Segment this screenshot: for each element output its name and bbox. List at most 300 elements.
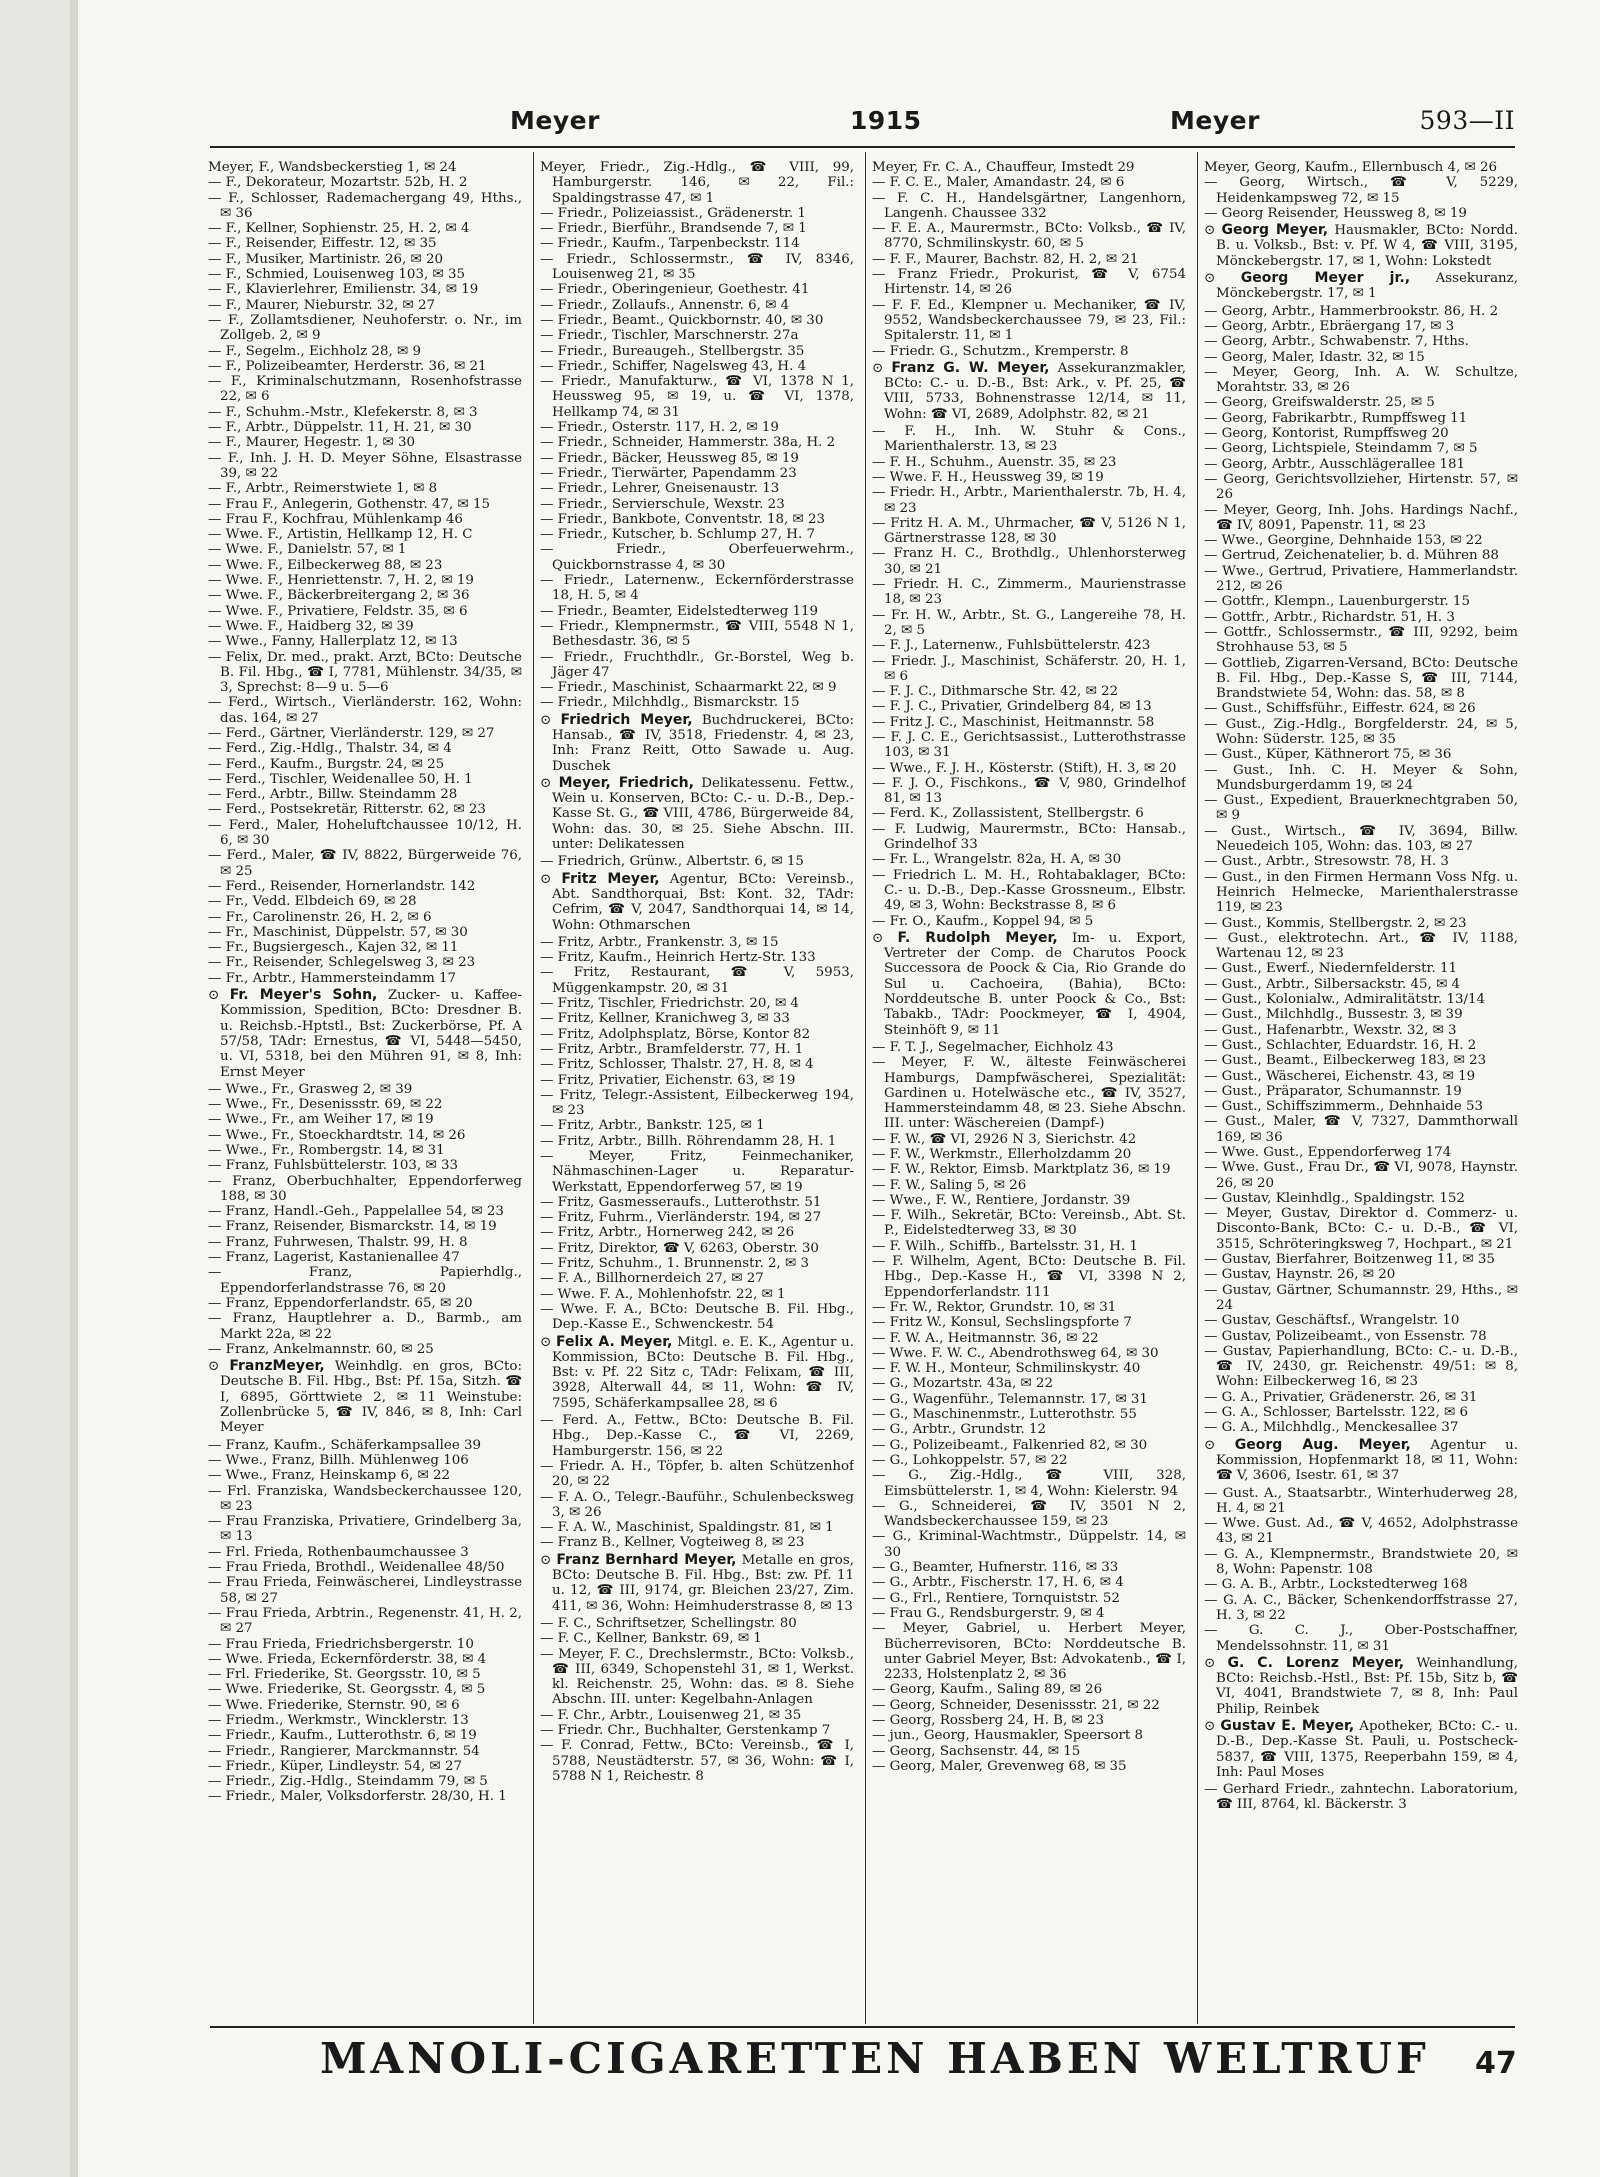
directory-entry: — Ferd. K., Zollassistent, Stellbergstr. 6 bbox=[872, 806, 1144, 822]
directory-entry: — Wwe., F. J. H., Kösterstr. (Stift), H. 3, ✉ 20 bbox=[872, 760, 1177, 776]
directory-entry: — G. A., Privatier, Grädenerstr. 26, ✉ 31 bbox=[1204, 1389, 1478, 1405]
firm-name: Georg Aug. Meyer, bbox=[1234, 1436, 1411, 1453]
directory-entry: — Franz B., Kellner, Vogteiweg 8, ✉ 23 bbox=[540, 1535, 805, 1551]
directory-entry: — Gustav, Haynstr. 26, ✉ 20 bbox=[1204, 1267, 1396, 1283]
directory-entry: — Felix, Dr. med., prakt. Arzt, BCto: Deutsche B. Fil. Hbg., ☎ I, 7781, Mühlenstr. 34/35, ✉ 3, Sprechst: 8—9 u. 5—6 bbox=[208, 649, 522, 696]
directory-entry: — F. A. W., Maschinist, Spaldingstr. 81, ✉ 1 bbox=[540, 1520, 834, 1536]
directory-entry: — Frau F., Anlegerin, Gothenstr. 47, ✉ 15 bbox=[208, 496, 491, 512]
directory-entry: — Wwe., Franz, Heinskamp 6, ✉ 22 bbox=[208, 1468, 450, 1484]
directory-entry: — Wwe. Gust., Frau Dr., ☎ VI, 9078, Haynstr. 26, ✉ 20 bbox=[1204, 1160, 1518, 1191]
firm-entry bbox=[540, 713, 854, 774]
page-edge-shadow bbox=[70, 0, 78, 2177]
directory-entry: — Georg, Sachsenstr. 44, ✉ 15 bbox=[872, 1743, 1081, 1759]
firm-details: Mitgl. e. E. K., Agentur u. Kommission, BCto: Deutsche B. Fil. Hbg., Bst: v. Pf. 22 Sitz c, TAdr: Felixam, ☎ III, 3928, Alterwall 44, ✉ 11, Wohn: ☎ IV, 7595, Schäferkampsallee 28, ✉ 6 bbox=[552, 1334, 854, 1411]
directory-entry: — F., Schuhm.-Mstr., Klefekerstr. 8, ✉ 3 bbox=[208, 404, 478, 420]
header-page-ref: 593—II bbox=[1419, 106, 1515, 135]
directory-entry: — Wwe., Gertrud, Privatiere, Hammerlandstr. 212, ✉ 26 bbox=[1204, 563, 1518, 595]
firm-marker-icon: ⊙ bbox=[1204, 1718, 1221, 1734]
firm-entry bbox=[540, 1553, 854, 1614]
directory-entry: — Wwe., Fr., Stoeckhardtstr. 14, ✉ 26 bbox=[208, 1127, 466, 1143]
directory-entry: — Friedr., Zollaufs., Annenstr. 6, ✉ 4 bbox=[540, 297, 790, 313]
directory-entry: — F., Dekorateur, Mozartstr. 52b, H. 2 bbox=[208, 175, 468, 191]
firm-details: Agentur, BCto: Vereinsb., Abt. Sandthorquai, Bst: Kont. 32, TAdr: Cefrim, ☎ V, 2047, Sandthorquai 14, ✉ 14, Wohn: Othmarschen bbox=[552, 871, 854, 933]
firm-name: FranzMeyer, bbox=[229, 1358, 325, 1375]
firm-name: Franz Bernhard Meyer, bbox=[556, 1551, 737, 1568]
firm-details: Weinhandlung, BCto: Reichsb.-Hstl., Bst: Pf. 15b, Sitz b, ☎ VI, 4041, Brandstwiete 7, ✉ 8, Inh: Paul Philip, Reinbek bbox=[1216, 1655, 1518, 1717]
directory-entry: — Friedr. J., Maschinist, Schäferstr. 20, H. 1, ✉ 6 bbox=[872, 653, 1186, 684]
directory-entry: — Franz, Eppendorferlandstr. 65, ✉ 20 bbox=[208, 1295, 473, 1311]
directory-entry: — F. J. C., Dithmarsche Str. 42, ✉ 22 bbox=[872, 684, 1119, 700]
directory-entry: — Wwe. F., Henriettenstr. 7, H. 2, ✉ 19 bbox=[208, 573, 474, 589]
directory-entry: — Fritz, Privatier, Eichenstr. 63, ✉ 19 bbox=[540, 1072, 796, 1088]
directory-entry: — Fritz J. C., Maschinist, Heitmannstr. 58 bbox=[872, 714, 1155, 730]
directory-entry: — Fr. W., Rektor, Grundstr. 10, ✉ 31 bbox=[872, 1299, 1117, 1315]
directory-entry: — Friedr., Zig.-Hdlg., Steindamm 79, ✉ 5 bbox=[208, 1774, 488, 1790]
column-4 bbox=[1204, 160, 1518, 2022]
directory-entry: — Ferd., Zig.-Hdlg., Thalstr. 34, ✉ 4 bbox=[208, 741, 452, 757]
directory-entry: — Fritz, Fuhrm., Vierländerstr. 194, ✉ 27 bbox=[540, 1210, 822, 1226]
directory-entry: — Gustav, Geschäftsf., Wrangelstr. 10 bbox=[1204, 1313, 1460, 1329]
directory-entry: — Frl. Frieda, Rothenbaumchaussee 3 bbox=[208, 1544, 469, 1560]
firm-entry bbox=[872, 931, 1186, 1038]
directory-entry: — Ferd., Maler, ☎ IV, 8822, Bürgerweide 76, ✉ 25 bbox=[208, 848, 522, 879]
directory-entry: — Franz, Papierhdlg., Eppendorferlandstrasse 76, ✉ 20 bbox=[208, 1265, 522, 1296]
firm-name: Georg Meyer, bbox=[1221, 222, 1329, 239]
directory-entry: — F. J., Laternenw., Fuhlsbüttelerstr. 423 bbox=[872, 638, 1151, 654]
directory-entry: — Friedr., Oberingenieur, Goethestr. 41 bbox=[540, 282, 810, 298]
directory-entry: — Gust., Milchhdlg., Bussestr. 3, ✉ 39 bbox=[1204, 1007, 1463, 1023]
directory-entry: — Gust., Kolonialw., Admiralitätstr. 13/14 bbox=[1204, 992, 1486, 1008]
directory-entry: — Frau Frieda, Arbtrin., Regenenstr. 41, H. 2, ✉ 27 bbox=[208, 1605, 522, 1637]
directory-entry: — Meyer, Fritz, Feinmechaniker, Nähmaschinen-Lager u. Reparatur-Werkstatt, Eppendorferweg 57, ✉ 19 bbox=[540, 1149, 854, 1195]
directory-entry: — G. A. C., Bäcker, Schenkendorffstrasse 27, H. 3, ✉ 22 bbox=[1204, 1592, 1518, 1623]
directory-entry: — Georg Reisender, Heussweg 8, ✉ 19 bbox=[1204, 205, 1467, 221]
directory-entry: — G., Frl., Rentiere, Tornquiststr. 52 bbox=[872, 1590, 1120, 1606]
directory-entry: — Gust., Schlachter, Eduardstr. 16, H. 2 bbox=[1204, 1037, 1477, 1053]
directory-entry: — Fritz, Arbtr., Frankenstr. 3, ✉ 15 bbox=[540, 934, 779, 950]
directory-entry: — Ferd., Maler, Hoheluftchaussee 10/12, H. 6, ✉ 30 bbox=[208, 817, 522, 849]
column-separator bbox=[865, 152, 866, 2024]
header-left-name: Meyer bbox=[510, 106, 600, 135]
directory-entry: — Gust., Inh. C. H. Meyer & Sohn, Mundsburgerdamm 19, ✉ 24 bbox=[1204, 762, 1518, 793]
directory-entry: — Fritz, Direktor, ☎ V, 6263, Oberstr. 30 bbox=[540, 1240, 819, 1256]
directory-entry: — G. A. B., Arbtr., Lockstedterweg 168 bbox=[1204, 1577, 1468, 1593]
header-year: 1915 bbox=[850, 106, 922, 135]
directory-entry: — Frau Franziska, Privatiere, Grindelberg 3a, ✉ 13 bbox=[208, 1514, 522, 1545]
directory-entry: — Franz, Fuhlsbüttelerstr. 103, ✉ 33 bbox=[208, 1158, 458, 1174]
firm-marker-icon: ⊙ bbox=[1204, 271, 1241, 287]
directory-entry: — G., Mozartstr. 43a, ✉ 22 bbox=[872, 1376, 1053, 1392]
firm-name: Fr. Meyer's Sohn, bbox=[229, 987, 378, 1004]
directory-entry: — Friedr. Chr., Buchhalter, Gerstenkamp 7 bbox=[540, 1722, 831, 1738]
directory-entry: — Frl. Friederike, St. Georgsstr. 10, ✉ 5 bbox=[208, 1667, 481, 1683]
directory-entry: — Wwe. Frieda, Eckernförderstr. 38, ✉ 4 bbox=[208, 1651, 487, 1667]
directory-entry: — F. J. O., Fischkons., ☎ V, 980, Grindelhof 81, ✉ 13 bbox=[872, 775, 1186, 807]
directory-entry: — Friedr., Schlossermstr., ☎ IV, 8346, Louisenweg 21, ✉ 35 bbox=[540, 251, 854, 283]
directory-entry: — G., Wagenführ., Telemannstr. 17, ✉ 31 bbox=[872, 1391, 1148, 1407]
directory-entry: — Meyer, F. C., Drechslermstr., BCto: Volksb., ☎ III, 6349, Schopenstehl 31, ✉ 1, Werkst. kl. Reichenstr. 25, Wohn: das. ✉ 8. Siehe Abschn. III. unter: Kegelbahn-Anlagen bbox=[540, 1646, 854, 1708]
directory-entry: — G. C. J., Ober-Postschaffner, Mendelssohnstr. 11, ✉ 31 bbox=[1204, 1623, 1518, 1654]
directory-entry: — F. W., Werkmstr., Ellerholzdamm 20 bbox=[872, 1147, 1132, 1162]
directory-entry: — Franz H. C., Brothdlg., Uhlenhorsterweg 30, ✉ 21 bbox=[872, 546, 1186, 577]
column-2 bbox=[540, 160, 854, 2022]
directory-entry: — Friedr., Polizeiassist., Grädenerstr. 1 bbox=[540, 205, 806, 221]
directory-entry: — Gustav, Gärtner, Schumannstr. 29, Hths., ✉ 24 bbox=[1204, 1282, 1518, 1313]
firm-entry bbox=[540, 872, 854, 933]
directory-entry: — Friedr., Servierschule, Wexstr. 23 bbox=[540, 496, 785, 512]
directory-entry: — Franz, Reisender, Bismarckstr. 14, ✉ 19 bbox=[208, 1219, 497, 1235]
directory-entry: — Gust., elektrotechn. Art., ☎ IV, 1188, Wartenau 12, ✉ 23 bbox=[1204, 930, 1518, 962]
directory-entry: — G. A., Klempnermstr., Brandstwiete 20, ✉ 8, Wohn: Papenstr. 108 bbox=[1204, 1546, 1518, 1578]
directory-entry: — Friedr., Lehrer, Gneisenaustr. 13 bbox=[540, 481, 780, 497]
directory-entry: — F. C., Schriftsetzer, Schellingstr. 80 bbox=[540, 1615, 797, 1631]
directory-entry: — Meyer, Georg, Inh. A. W. Schultze, Morahtstr. 33, ✉ 26 bbox=[1204, 364, 1518, 396]
directory-entry: — F. C., Kellner, Bankstr. 69, ✉ 1 bbox=[540, 1631, 762, 1647]
directory-entry: — Franz, Fuhrwesen, Thalstr. 99, H. 8 bbox=[208, 1234, 468, 1250]
directory-entry: — Gustav, Bierfahrer, Boitzenweg 11, ✉ 35 bbox=[1204, 1252, 1495, 1268]
directory-entry: — Friedr., Schneider, Hammerstr. 38a, H. 2 bbox=[540, 435, 836, 451]
directory-entry: — Wwe. F., Danielstr. 57, ✉ 1 bbox=[208, 542, 407, 558]
firm-details: Zucker- u. Kaffee-Kommission, Spedition, BCto: Dresdner B. u. Reichsb.-Hptstl., Bst: Zuckerbörse, Pf. A 57/58, TAdr: Ernestus, ☎ VI, 5448—5450, u. VI, 5318, bei den Mühren 91, ✉ 8, Inh: Ernst Meyer bbox=[220, 988, 522, 1080]
directory-entry: Meyer, Friedr., Zig.-Hdlg., ☎ VIII, 99, Hamburgerstr. 146, ✉ 22, Fil.: Spaldingstrasse 47, ✉ 1 bbox=[540, 160, 854, 206]
directory-entry: — Friedr., Beamt., Quickbornstr. 40, ✉ 30 bbox=[540, 312, 824, 328]
directory-entry: Meyer, Fr. C. A., Chauffeur, Imstedt 29 bbox=[872, 160, 1135, 175]
directory-entry: — F. C. E., Maler, Amandastr. 24, ✉ 6 bbox=[872, 175, 1125, 191]
firm-marker-icon: ⊙ bbox=[872, 360, 892, 376]
directory-entry: — Fritz, Arbtr., Bankstr. 125, ✉ 1 bbox=[540, 1118, 765, 1134]
directory-entry: — Friedr., Oberfeuerwehrm., Quickbornstrasse 4, ✉ 30 bbox=[540, 542, 854, 573]
directory-entry: — Georg, Arbtr., Ausschlägerallee 181 bbox=[1204, 456, 1466, 472]
directory-entry: — F., Kriminalschutzmann, Rosenhofstrasse 22, ✉ 6 bbox=[208, 374, 522, 405]
directory-entry: — Wwe., F. W., Rentiere, Jordanstr. 39 bbox=[872, 1192, 1131, 1208]
directory-entry: — Gertrud, Zeichenatelier, b. d. Mühren 88 bbox=[1204, 548, 1499, 564]
directory-entry: — Friedr. H. C., Zimmerm., Maurienstrasse 18, ✉ 23 bbox=[872, 577, 1186, 608]
firm-marker-icon: ⊙ bbox=[208, 1359, 230, 1375]
directory-entry: — Wwe. F. H., Heussweg 39, ✉ 19 bbox=[872, 469, 1104, 485]
column-1 bbox=[208, 160, 522, 2022]
directory-entry: — Friedr., Bäcker, Heussweg 85, ✉ 19 bbox=[540, 450, 799, 466]
directory-entry: — Gust., Präparator, Schumannstr. 19 bbox=[1204, 1083, 1462, 1099]
directory-entry: — F. H., Inh. W. Stuhr & Cons., Marienthalerstr. 13, ✉ 23 bbox=[872, 424, 1186, 455]
directory-entry: — Wwe., Fr., Rombergstr. 14, ✉ 31 bbox=[208, 1143, 445, 1158]
directory-entry: — Friedr., Fruchthdlr., Gr.-Borstel, Weg b. Jäger 47 bbox=[540, 649, 854, 680]
directory-entry: — Ferd., Reisender, Hornerlandstr. 142 bbox=[208, 878, 476, 894]
directory-entry: — Wwe. F. A., Mohlenhofstr. 22, ✉ 1 bbox=[540, 1286, 786, 1302]
directory-entry: — F., Maurer, Nieburstr. 32, ✉ 27 bbox=[208, 297, 435, 313]
directory-entry: — Georg, Arbtr., Schwabenstr. 7, Hths. bbox=[1204, 334, 1469, 350]
directory-entry: — Gust., Wäscherei, Eichenstr. 43, ✉ 19 bbox=[1204, 1068, 1476, 1084]
directory-entry: — Fritz, Schlosser, Thalstr. 27, H. 8, ✉ 4 bbox=[540, 1057, 814, 1073]
directory-entry: — Fritz, Tischler, Friedrichstr. 20, ✉ 4 bbox=[540, 996, 799, 1012]
firm-marker-icon: ⊙ bbox=[540, 1334, 556, 1350]
directory-entry: — F., Klavierlehrer, Emilienstr. 34, ✉ 19 bbox=[208, 282, 479, 298]
directory-entry: — Gust. A., Staatsarbtr., Winterhuderweg 28, H. 4, ✉ 21 bbox=[1204, 1485, 1518, 1516]
directory-entry: — Gerhard Friedr., zahntechn. Laboratorium, ☎ III, 8764, kl. Bäckerstr. 3 bbox=[1204, 1782, 1518, 1813]
directory-entry: — F. T. J., Segelmacher, Eichholz 43 bbox=[872, 1039, 1114, 1055]
directory-entry: — Gottfr., Klempn., Lauenburgerstr. 15 bbox=[1204, 594, 1470, 610]
directory-entry: — F. Ludwig, Maurermstr., BCto: Hansab., Grindelhof 33 bbox=[872, 821, 1186, 853]
firm-marker-icon: ⊙ bbox=[208, 988, 230, 1004]
directory-entry: — Wwe., Fr., Desenissstr. 69, ✉ 22 bbox=[208, 1097, 443, 1113]
firm-marker-icon: ⊙ bbox=[1204, 1655, 1228, 1671]
firm-entry bbox=[1204, 271, 1518, 302]
directory-entry: — Frl. Franziska, Wandsbeckerchaussee 120, ✉ 23 bbox=[208, 1483, 522, 1514]
firm-name: Fritz Meyer, bbox=[561, 870, 660, 887]
directory-entry: — Gustav, Polizeibeamt., von Essenstr. 78 bbox=[1204, 1328, 1487, 1344]
directory-entry: — Gust., Ewerf., Niedernfelderstr. 11 bbox=[1204, 961, 1458, 977]
directory-entry: — Fritz, Arbtr., Billh. Röhrendamm 28, H. 1 bbox=[540, 1133, 837, 1149]
firm-details: Im- u. Export, Vertreter der Comp. de Charutos Poock Successora de Poock & Cia, Rio Grande do Sul u. Cachoeira, (Bahia), BCto: Norddeutsche B. unter Poock & Co., Bst: Tabakb., TAdr: Poockmeyer, ☎ I, 4904, Steinhöft 9, ✉ 11 bbox=[884, 930, 1186, 1038]
directory-entry: — Gust., Arbtr., Stresowstr. 78, H. 3 bbox=[1204, 854, 1449, 870]
directory-entry: — Ferd., Postsekretär, Ritterstr. 62, ✉ 23 bbox=[208, 802, 486, 818]
firm-marker-icon: ⊙ bbox=[872, 930, 898, 946]
directory-entry: — Franz Friedr., Prokurist, ☎ V, 6754 Hirtenstr. 14, ✉ 26 bbox=[872, 267, 1186, 298]
directory-entry: — Gottfr., Schlossermstr., ☎ III, 9292, beim Strohhause 53, ✉ 5 bbox=[1204, 624, 1518, 656]
directory-entry: — Wwe. Gust. Ad., ☎ V, 4652, Adolphstrasse 43, ✉ 21 bbox=[1204, 1516, 1518, 1547]
directory-entry: — Fr., Carolinenstr. 26, H. 2, ✉ 6 bbox=[208, 909, 432, 925]
directory-entry: — Friedrich, Grünw., Albertstr. 6, ✉ 15 bbox=[540, 854, 804, 870]
directory-entry: — Ferd., Wirtsch., Vierländerstr. 162, Wohn: das. 164, ✉ 27 bbox=[208, 695, 522, 726]
page-header bbox=[210, 100, 1515, 140]
directory-entry: — Fritz, Schuhm., 1. Brunnenstr. 2, ✉ 3 bbox=[540, 1256, 810, 1272]
directory-entry: — Franz, Oberbuchhalter, Eppendorferweg 188, ✉ 30 bbox=[208, 1173, 522, 1204]
page-number: 47 bbox=[1475, 2046, 1517, 2081]
firm-entry bbox=[540, 776, 854, 852]
directory-entry: — F. Chr., Arbtr., Louisenweg 21, ✉ 35 bbox=[540, 1707, 802, 1723]
directory-entry: — Gust., Schiffszimmerm., Dehnhaide 53 bbox=[1204, 1099, 1484, 1115]
directory-entry: — Ferd., Arbtr., Billw. Steindamm 28 bbox=[208, 787, 458, 803]
directory-entry: — Gust., Schiffsführ., Eiffestr. 624, ✉ 26 bbox=[1204, 701, 1476, 717]
directory-entry: — Georg, Kaufm., Saling 89, ✉ 26 bbox=[872, 1682, 1103, 1698]
directory-entry: — F. Wilh., Sekretär, BCto: Vereinsb., Abt. St. P., Eidelstedterweg 33, ✉ 30 bbox=[872, 1208, 1186, 1239]
directory-entry: — Frau F., Kochfrau, Mühlenkamp 46 bbox=[208, 511, 463, 527]
directory-entry: — F. W., ☎ VI, 2926 N 3, Sierichstr. 42 bbox=[872, 1131, 1137, 1147]
directory-entry: — Franz, Kaufm., Schäferkampsallee 39 bbox=[208, 1437, 482, 1453]
directory-entry: — Friedr., Küper, Lindleystr. 54, ✉ 27 bbox=[208, 1758, 462, 1774]
firm-name: Franz G. W. Meyer, bbox=[891, 359, 1050, 376]
directory-entry: — Friedr. A. H., Töpfer, b. alten Schützenhof 20, ✉ 22 bbox=[540, 1458, 854, 1490]
directory-entry: — G., Polizeibeamt., Falkenried 82, ✉ 30 bbox=[872, 1437, 1148, 1453]
directory-entry: — F., Musiker, Martinistr. 26, ✉ 20 bbox=[208, 251, 444, 267]
directory-entry: — Gustav, Kleinhdlg., Spaldingstr. 152 bbox=[1204, 1190, 1465, 1206]
directory-entry: — Georg, Arbtr., Hammerbrookstr. 86, H. 2 bbox=[1204, 303, 1499, 319]
directory-entry: — F. W. A., Heitmannstr. 36, ✉ 22 bbox=[872, 1330, 1099, 1346]
directory-entry: — Franz, Handl.-Geh., Pappelallee 54, ✉ 23 bbox=[208, 1204, 504, 1220]
directory-entry: — Friedr., Milchhdlg., Bismarckstr. 15 bbox=[540, 695, 800, 711]
directory-entry: — Georg, Maler, Grevenweg 68, ✉ 35 bbox=[872, 1758, 1127, 1774]
directory-entry: — Frau Frieda, Feinwäscherei, Lindleystrasse 58, ✉ 27 bbox=[208, 1575, 522, 1606]
directory-entry: — Wwe. Friederike, Sternstr. 90, ✉ 6 bbox=[208, 1697, 460, 1713]
directory-entry: — Gust., Küper, Käthnerort 75, ✉ 36 bbox=[1204, 747, 1452, 763]
directory-entry: — F. W., Rektor, Eimsb. Marktplatz 36, ✉ 19 bbox=[872, 1162, 1171, 1178]
directory-entry: — Gust., Hafenarbtr., Wexstr. 32, ✉ 3 bbox=[1204, 1022, 1457, 1038]
directory-entry: — Friedr., Tierwärter, Papendamm 23 bbox=[540, 465, 797, 481]
directory-entry: — Wwe., Fr., am Weiher 17, ✉ 19 bbox=[208, 1112, 434, 1128]
directory-entry: — Friedr., Beamter, Eidelstedterweg 119 bbox=[540, 603, 819, 619]
directory-entry: — Friedr., Manufakturw., ☎ VI, 1378 N 1, Heussweg 95, ✉ 19, u. ☎ VI, 1378, Hellkamp 74, ✉ 31 bbox=[540, 374, 854, 420]
directory-entry: — Georg, Greifswalderstr. 25, ✉ 5 bbox=[1204, 395, 1435, 411]
directory-entry: — F. J. C., Privatier, Grindelberg 84, ✉ 13 bbox=[872, 699, 1152, 715]
firm-name: Georg Meyer jr., bbox=[1240, 270, 1411, 287]
directory-entry: — Gottlieb, Zigarren-Versand, BCto: Deutsche B. Fil. Hbg., Dep.-Kasse S, ☎ III, 7144, Brandstwiete 54, Wohn: das. 58, ✉ 8 bbox=[1204, 655, 1518, 702]
directory-entry: — Friedr., Tischler, Marschnerstr. 27a bbox=[540, 328, 799, 344]
firm-name: Felix A. Meyer, bbox=[555, 1333, 673, 1350]
directory-entry: — Georg, Fabrikarbtr., Rumpffsweg 11 bbox=[1204, 410, 1468, 426]
firm-entry bbox=[208, 1359, 522, 1435]
directory-entry: — G., Arbtr., Grundstr. 12 bbox=[872, 1422, 1047, 1438]
directory-entry: — Friedrich L. M. H., Rohtabaklager, BCto: C.- u. D.-B., Dep.-Kasse Grossneum., Elbstr. 49, ✉ 3, Wohn: Beckstrasse 8, ✉ 6 bbox=[872, 867, 1186, 914]
directory-entry: — F. A., Billhornerdeich 27, ✉ 27 bbox=[540, 1271, 764, 1287]
directory-entry: — F. W. H., Monteur, Schmilinskystr. 40 bbox=[872, 1361, 1141, 1377]
directory-entry: — jun., Georg, Hausmakler, Speersort 8 bbox=[872, 1728, 1144, 1744]
directory-entry: — G., Arbtr., Fischerstr. 17, H. 6, ✉ 4 bbox=[872, 1575, 1124, 1591]
directory-entry: — Fr., Arbtr., Hammersteindamm 17 bbox=[208, 970, 457, 986]
directory-entry: — Friedr., Rangierer, Marckmannstr. 54 bbox=[208, 1743, 480, 1759]
directory-entry: — F., Inh. J. H. D. Meyer Söhne, Elsastrasse 39, ✉ 22 bbox=[208, 450, 522, 481]
directory-entry: — Fr., Bugsiergesch., Kajen 32, ✉ 11 bbox=[208, 940, 459, 956]
firm-entry bbox=[1204, 1719, 1518, 1780]
firm-marker-icon: ⊙ bbox=[1204, 223, 1222, 239]
directory-entry: — Meyer, Gustav, Direktor d. Commerz- u. Disconto-Bank, BCto: C.- u. D.-B., ☎ VI, 3515, Schröteringksweg 7, Hochpart., ✉ 21 bbox=[1204, 1206, 1518, 1252]
directory-entry: — Georg, Maler, Idastr. 32, ✉ 15 bbox=[1204, 349, 1425, 365]
directory-entry: — Fritz W., Konsul, Sechslingspforte 7 bbox=[872, 1315, 1132, 1331]
directory-entry: — Friedr., Bankbote, Conventstr. 18, ✉ 23 bbox=[540, 511, 826, 527]
directory-entry: — Fr., Vedd. Elbdeich 69, ✉ 28 bbox=[208, 894, 417, 910]
directory-entry: — Georg, Kontorist, Rumpffsweg 20 bbox=[1204, 426, 1449, 442]
directory-entry: — Friedr., Laternenw., Eckernförderstrasse 18, H. 5, ✉ 4 bbox=[540, 573, 854, 604]
directory-entry: — Fritz, Kaufm., Heinrich Hertz-Str. 133 bbox=[540, 950, 816, 966]
directory-entry: — Friedr., Kutscher, b. Schlump 27, H. 7 bbox=[540, 527, 815, 543]
directory-entry: — F., Schlosser, Rademachergang 49, Hths., ✉ 36 bbox=[208, 190, 522, 221]
firm-details: Weinhdlg. en gros, BCto: Deutsche B. Fil. Hbg., Bst: Pf. 15a, Sitzh. ☎ I, 6895, Görttwiete 2, ✉ 11 Weinstube: Zollenbrücke 5, ☎ IV, 846, ✉ 8, Inh: Carl Meyer bbox=[220, 1359, 522, 1436]
directory-entry: — Georg, Lichtspiele, Steindamm 7, ✉ 5 bbox=[1204, 441, 1478, 457]
directory-entry: — Meyer, Georg, Inh. Johs. Hardings Nachf., ☎ IV, 8091, Papenstr. 11, ✉ 23 bbox=[1204, 502, 1518, 533]
directory-entry: — Gust., Expedient, Brauerknechtgraben 50, ✉ 9 bbox=[1204, 793, 1518, 824]
directory-entry: — F., Polizeibeamter, Herderstr. 36, ✉ 21 bbox=[208, 358, 487, 374]
directory-entry: — Wwe., Franz, Billh. Mühlenweg 106 bbox=[208, 1452, 469, 1468]
directory-entry: — F. W., Saling 5, ✉ 26 bbox=[872, 1177, 1027, 1193]
directory-entry: — Friedr. H., Arbtr., Marienthalerstr. 7b, H. 4, ✉ 23 bbox=[872, 485, 1186, 516]
directory-entry: — F. C. H., Handelsgärtner, Langenhorn, Langenh. Chaussee 332 bbox=[872, 190, 1186, 221]
directory-entry: — Gottfr., Arbtr., Richardstr. 51, H. 3 bbox=[1204, 609, 1455, 625]
directory-entry: — F., Zollamtsdiener, Neuhoferstr. o. Nr., im Zollgeb. 2, ✉ 9 bbox=[208, 312, 522, 344]
directory-entry: — F., Schmied, Louisenweg 103, ✉ 35 bbox=[208, 267, 465, 283]
directory-entry: — Friedr., Maschinist, Schaarmarkt 22, ✉ 9 bbox=[540, 680, 837, 696]
firm-details: Metalle en gros, BCto: Deutsche B. Fil. Hbg., Bst: zw. Pf. 11 u. 12, ☎ III, 9174, gr. Bleichen 23/27, Zim. 411, ✉ 36, Wohn: Heimhuderstrasse 8, ✉ 13 bbox=[552, 1552, 854, 1614]
directory-entry: — Gust., in den Firmen Hermann Voss Nfg. u. Heinrich Helmecke, Marienthalerstrasse 119, ✉ 23 bbox=[1204, 869, 1518, 916]
directory-entry: — Fritz, Arbtr., Hornerweg 242, ✉ 26 bbox=[540, 1225, 795, 1241]
firm-entry bbox=[1204, 1656, 1518, 1717]
firm-marker-icon: ⊙ bbox=[1204, 1437, 1235, 1453]
directory-entry: — Friedr., Maler, Volksdorferstr. 28/30, H. 1 bbox=[208, 1789, 507, 1805]
directory-entry: — G., Lohkoppelstr. 57, ✉ 22 bbox=[872, 1452, 1068, 1468]
firm-entry bbox=[208, 988, 522, 1080]
directory-entry: — Fr., Maschinist, Düppelstr. 57, ✉ 30 bbox=[208, 924, 468, 940]
firm-name: Gustav E. Meyer, bbox=[1220, 1717, 1355, 1734]
directory-entry: — Georg, Wirtsch., ☎ V, 5229, Heidenkampsweg 72, ✉ 15 bbox=[1204, 175, 1518, 206]
directory-entry: — Friedr., Bureaugeh., Stellbergstr. 35 bbox=[540, 343, 805, 359]
directory-entry: — Fr. O., Kaufm., Koppel 94, ✉ 5 bbox=[872, 913, 1094, 929]
directory-entry: — Gustav, Papierhandlung, BCto: C.- u. D.-B., ☎ IV, 2430, gr. Reichenstr. 49/51: ✉ 8, Wohn: Eilbeckerweg 16, ✉ 23 bbox=[1204, 1343, 1518, 1390]
directory-entry: — Gust., Kommis, Stellbergstr. 2, ✉ 23 bbox=[1204, 915, 1467, 931]
directory-entry: — F. A. O., Telegr.-Bauführ., Schulenbecksweg 3, ✉ 26 bbox=[540, 1489, 854, 1520]
directory-entry: — F. Wilh., Schiffb., Bartelsstr. 31, H. 1 bbox=[872, 1238, 1138, 1254]
column-separator bbox=[1197, 152, 1198, 2024]
directory-entry: — G. A., Schlosser, Bartelsstr. 122, ✉ 6 bbox=[1204, 1405, 1469, 1421]
directory-entry: — Frau G., Rendsburgerstr. 9, ✉ 4 bbox=[872, 1605, 1105, 1621]
directory-entry: — G., Zig.-Hdlg., ☎ VIII, 328, Eimsbüttelerstr. 1, ✉ 4, Wohn: Kielerstr. 94 bbox=[872, 1468, 1186, 1499]
directory-entry: — Wwe. F., Artistin, Hellkamp 12, H. C bbox=[208, 527, 473, 543]
directory-entry: — Friedr., Kaufm., Tarpenbeckstr. 114 bbox=[540, 236, 800, 252]
firm-entry bbox=[1204, 1438, 1518, 1484]
firm-marker-icon: ⊙ bbox=[540, 871, 562, 887]
directory-entry: — Fr. L., Wrangelstr. 82a, H. A, ✉ 30 bbox=[872, 852, 1122, 868]
directory-entry: — Friedr. G., Schutzm., Kremperstr. 8 bbox=[872, 343, 1129, 359]
directory-entry: — Friedr., Bierführ., Brandsende 7, ✉ 1 bbox=[540, 221, 807, 237]
directory-entry: — Wwe. Gust., Eppendorferweg 174 bbox=[1204, 1145, 1452, 1160]
directory-entry: — G., Beamter, Hufnerstr. 116, ✉ 33 bbox=[872, 1560, 1119, 1576]
directory-entry: Meyer, F., Wandsbeckerstieg 1, ✉ 24 bbox=[208, 160, 457, 175]
directory-entry: — Georg, Arbtr., Ebräergang 17, ✉ 3 bbox=[1204, 318, 1455, 334]
directory-entry: — Georg, Rossberg 24, H. B, ✉ 23 bbox=[872, 1712, 1105, 1728]
directory-entry: — Fritz, Restaurant, ☎ V, 5953, Müggenkampstr. 20, ✉ 31 bbox=[540, 965, 854, 996]
firm-entry bbox=[872, 361, 1186, 422]
directory-entry: — Wwe. F., Bäckerbreitergang 2, ✉ 36 bbox=[208, 588, 470, 604]
directory-entry: — F. Wilhelm, Agent, BCto: Deutsche B. Fil. Hbg., Dep.-Kasse H., ☎ VI, 3398 N 2, Eppendorferlandstr. 111 bbox=[872, 1254, 1186, 1300]
firm-name: G. C. Lorenz Meyer, bbox=[1227, 1654, 1405, 1671]
directory-entry: — Gust., Beamt., Eilbeckerweg 183, ✉ 23 bbox=[1204, 1053, 1487, 1069]
directory-entry: — F., Arbtr., Reimerstwiete 1, ✉ 8 bbox=[208, 481, 438, 497]
directory-entry: — Wwe. F., Privatiere, Feldstr. 35, ✉ 6 bbox=[208, 603, 468, 619]
directory-entry: — Friedr., Kaufm., Lutterothstr. 6, ✉ 19 bbox=[208, 1728, 477, 1744]
header-rule bbox=[210, 146, 1515, 148]
firm-details: Assekuranz, Mönckebergstr. 17, ✉ 1 bbox=[1216, 271, 1518, 302]
column-separator bbox=[533, 152, 534, 2024]
firm-details: Assekuranzmakler, BCto: C.- u. D.-B., Bst: Ark., v. Pf. 25, ☎ VIII, 5733, Bohnenstrasse 12/14, ✉ 11, Wohn: ☎ VI, 2689, Adolphstr. 82, ✉ 21 bbox=[884, 360, 1186, 422]
directory-entry: — Wwe. Friederike, St. Georgsstr. 4, ✉ 5 bbox=[208, 1682, 486, 1698]
directory-entry: — Franz, Lagerist, Kastanienallee 47 bbox=[208, 1250, 460, 1266]
directory-entry: — Friedr., Klempnermstr., ☎ VIII, 5548 N 1, Bethesdastr. 36, ✉ 5 bbox=[540, 618, 854, 650]
directory-entry: — F., Segelm., Eichholz 28, ✉ 9 bbox=[208, 343, 421, 359]
directory-entry: — Gust., Zig.-Hdlg., Borgfelderstr. 24, ✉ 5, Wohn: Süderstr. 125, ✉ 35 bbox=[1204, 716, 1518, 747]
directory-entry: — F. Conrad, Fettw., BCto: Vereinsb., ☎ I, 5788, Neustädterstr. 57, ✉ 36, Wohn: ☎ I, 5788 N 1, Reichestr. 8 bbox=[540, 1738, 854, 1784]
header-right-name: Meyer bbox=[1170, 106, 1260, 135]
firm-details: Buchdruckerei, BCto: Hansab., ☎ IV, 3518, Friedenstr. 4, ✉ 23, Inh: Franz Reitt, Otto Sawade u. Aug. Duschek bbox=[552, 712, 854, 774]
directory-entry: — F., Reisender, Eiffestr. 12, ✉ 35 bbox=[208, 236, 437, 252]
firm-entry bbox=[1204, 223, 1518, 269]
firm-name: Meyer, Friedrich, bbox=[558, 774, 694, 791]
directory-entry: — Wwe. F. W. C., Abendrothsweg 64, ✉ 30 bbox=[872, 1345, 1159, 1361]
directory-entry: — F. F. Ed., Klempner u. Mechaniker, ☎ IV, 9552, Wandsbeckerchaussee 79, ✉ 23, Fil.: Spitalerstr. 11, ✉ 1 bbox=[872, 297, 1186, 344]
firm-name: Friedrich Meyer, bbox=[560, 711, 693, 728]
firm-name: F. Rudolph Meyer, bbox=[897, 929, 1058, 946]
footer-rule bbox=[210, 2026, 1515, 2028]
directory-entry: — Gust., Wirtsch., ☎ IV, 3694, Billw. Neuedeich 105, Wohn: das. 103, ✉ 27 bbox=[1204, 823, 1518, 855]
directory-entry: — Georg, Schneider, Desenissstr. 21, ✉ 22 bbox=[872, 1697, 1160, 1713]
directory-entry: — Wwe. F., Eilbeckerweg 88, ✉ 23 bbox=[208, 557, 443, 573]
directory-entry: — Gust., Maler, ☎ V, 7327, Dammthorwall 169, ✉ 36 bbox=[1204, 1114, 1518, 1145]
directory-entry: — Franz, Ankelmannstr. 60, ✉ 25 bbox=[208, 1341, 434, 1357]
directory-entry: — Meyer, F. W., älteste Feinwäscherei Hamburgs, Dampfwäscherei, Spezialität: Gardinen u. Hotelwäsche etc., ☎ IV, 3527, Hammersteindamm 48, ✉ 23. Siehe Abschn. III. unter: Wäschereien (Dampf-) bbox=[872, 1055, 1186, 1132]
firm-details: Apotheker, BCto: C.- u. D.-B., Dep.-Kasse St. Pauli, u. Postscheck-5837, ☎ VIII, 1375, Reeperbahn 159, ✉ 4, Inh: Paul Moses bbox=[1216, 1718, 1518, 1780]
directory-entry: Meyer, Georg, Kaufm., Ellernbusch 4, ✉ 26 bbox=[1204, 160, 1498, 175]
firm-marker-icon: ⊙ bbox=[540, 712, 561, 728]
directory-entry: — Fritz, Gasmesseraufs., Lutterothstr. 51 bbox=[540, 1194, 822, 1210]
firm-details: Hausmakler, BCto: Nordd. B. u. Volksb., Bst: v. Pf. W 4, ☎ VIII, 3195, Mönckebergstr. 17, ✉ 1, Wohn: Lokstedt bbox=[1216, 223, 1518, 269]
directory-entry: — F., Maurer, Hegestr. 1, ✉ 30 bbox=[208, 435, 416, 451]
directory-entry: — Fritz, Kellner, Kranichweg 3, ✉ 33 bbox=[540, 1011, 790, 1027]
directory-entry: — F., Kellner, Sophienstr. 25, H. 2, ✉ 4 bbox=[208, 221, 470, 237]
